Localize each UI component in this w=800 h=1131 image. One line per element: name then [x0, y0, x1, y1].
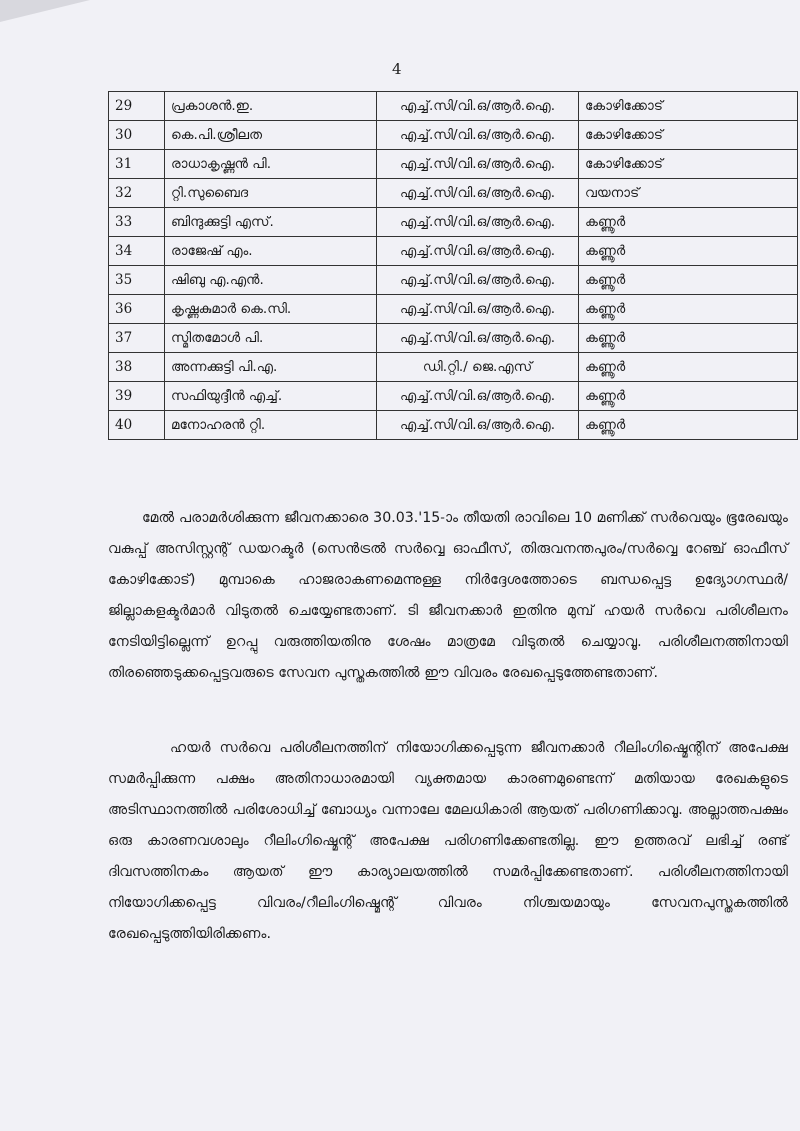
- employee-name-cell: റ്റി.സുബൈദ: [165, 179, 377, 208]
- designation-cell: എച്ച്.സി/വി.ഒ/ആർ.ഐ.: [377, 382, 579, 411]
- table-row: [109, 382, 798, 411]
- table-row: [109, 150, 798, 179]
- table-row: [109, 266, 798, 295]
- folded-corner: [0, 0, 90, 22]
- district-cell: കോഴിക്കോട്: [579, 92, 798, 121]
- serial-number-cell: 35: [109, 266, 165, 295]
- table-row: [109, 411, 798, 440]
- designation-cell: എച്ച്.സി/വി.ഒ/ആർ.ഐ.: [377, 324, 579, 353]
- designation-cell: എച്ച്.സി/വി.ഒ/ആർ.ഐ.: [377, 121, 579, 150]
- serial-number-cell: 40: [109, 411, 165, 440]
- district-cell: കണ്ണൂർ: [579, 208, 798, 237]
- table-row: [109, 121, 798, 150]
- designation-cell: എച്ച്.സി/വി.ഒ/ആർ.ഐ.: [377, 92, 579, 121]
- district-cell: കോഴിക്കോട്: [579, 150, 798, 179]
- table-row: [109, 179, 798, 208]
- employee-name-cell: രാധാകൃഷ്ണൻ പി.: [165, 150, 377, 179]
- employee-name-cell: പ്രകാശൻ.ഇ.: [165, 92, 377, 121]
- district-cell: കണ്ണൂർ: [579, 324, 798, 353]
- staff-table-body: [109, 92, 798, 440]
- designation-cell: എച്ച്.സി/വി.ഒ/ആർ.ഐ.: [377, 237, 579, 266]
- district-cell: കണ്ണൂർ: [579, 295, 798, 324]
- table-row: [109, 353, 798, 382]
- serial-number-cell: 31: [109, 150, 165, 179]
- staff-table: [108, 91, 798, 440]
- serial-number-cell: 33: [109, 208, 165, 237]
- serial-number-cell: 32: [109, 179, 165, 208]
- employee-name-cell: മനോഹരൻ റ്റി.: [165, 411, 377, 440]
- serial-number-cell: 34: [109, 237, 165, 266]
- district-cell: കോഴിക്കോട്: [579, 121, 798, 150]
- table-row: [109, 237, 798, 266]
- district-cell: കണ്ണൂർ: [579, 411, 798, 440]
- employee-name-cell: സഫിയുദ്ദീൻ എച്ച്.: [165, 382, 377, 411]
- page-number: 4: [392, 60, 402, 78]
- designation-cell: എച്ച്.സി/വി.ഒ/ആർ.ഐ.: [377, 208, 579, 237]
- designation-cell: എച്ച്.സി/വി.ഒ/ആർ.ഐ.: [377, 266, 579, 295]
- district-cell: കണ്ണൂർ: [579, 266, 798, 295]
- serial-number-cell: 37: [109, 324, 165, 353]
- designation-cell: എച്ച്.സി/വി.ഒ/ആർ.ഐ.: [377, 411, 579, 440]
- designation-cell: എച്ച്.സി/വി.ഒ/ആർ.ഐ.: [377, 179, 579, 208]
- employee-name-cell: ബിന്ദുക്കുട്ടി എസ്.: [165, 208, 377, 237]
- employee-name-cell: ഷിബു എ.എൻ.: [165, 266, 377, 295]
- district-cell: കണ്ണൂർ: [579, 382, 798, 411]
- district-cell: വയനാട്: [579, 179, 798, 208]
- employee-name-cell: സ്മിതമോൾ പി.: [165, 324, 377, 353]
- serial-number-cell: 36: [109, 295, 165, 324]
- employee-name-cell: കൃഷ്ണകുമാർ കെ.സി.: [165, 295, 377, 324]
- designation-cell: എച്ച്.സി/വി.ഒ/ആർ.ഐ.: [377, 150, 579, 179]
- serial-number-cell: 30: [109, 121, 165, 150]
- designation-cell: ഡി.റ്റി./ ജെ.എസ്: [377, 353, 579, 382]
- serial-number-cell: 38: [109, 353, 165, 382]
- designation-cell: എച്ച്.സി/വി.ഒ/ആർ.ഐ.: [377, 295, 579, 324]
- serial-number-cell: 39: [109, 382, 165, 411]
- paragraph-relieving-instructions: മേൽ പരാമർശിക്കുന്ന ജീവനക്കാരെ 30.03.'15-ാം തീയതി രാവിലെ 10 മണിക്ക് സർവെയും ഭൂരേഖയും വകുപ്പ് അസിസ്റ്റന്റ് ഡയറക്ടർ (സെൻട്രൽ സർവ്വെ ഓഫീസ്, തിരുവനന്തപുരം/സർവ്വെ റേഞ്ച് ഓഫീസ് കോഴിക്കോട്) മുമ്പാകെ ഹാജരാകണമെന്നുള്ള നിർദ്ദേശത്തോടെ ബന്ധപ്പെട്ട ഉദ്യോഗസ്ഥർ/ജില്ലാകളക്ടർമാർ വിടുതൽ ചെയ്യേണ്ടതാണ്. ടി ജീവനക്കാർ ഇതിനു മുമ്പ് ഹയർ സർവെ പരിശീലനം നേടിയിട്ടില്ലെന്ന് ഉറപ്പു വരുത്തിയതിനു ശേഷം മാത്രമേ വിടുതൽ ചെയ്യാവൂ. പരിശീലനത്തിനായി തിരഞ്ഞെടുക്കപ്പെട്ടവരുടെ സേവന പുസ്തകത്തിൽ ഈ വിവരം രേഖപ്പെടുത്തേണ്ടതാണ്.: [108, 510, 788, 681]
- employee-name-cell: രാജേഷ് എം.: [165, 237, 377, 266]
- district-cell: കണ്ണൂർ: [579, 237, 798, 266]
- table-row: [109, 295, 798, 324]
- employee-name-cell: കെ.പി.ശ്രീലത: [165, 121, 377, 150]
- employee-name-cell: അന്നക്കുട്ടി പി.എ.: [165, 353, 377, 382]
- district-cell: കണ്ണൂർ: [579, 353, 798, 382]
- paragraph-relinquishment-rules: ഹയർ സർവെ പരിശീലനത്തിന് നിയോഗിക്കപ്പെടുന്ന ജീവനക്കാർ റീലിംഗിഷ്മെന്റിന് അപേക്ഷ സമർപ്പിക്കുന്ന പക്ഷം അതിനാധാരമായി വ്യക്തമായ കാരണമുണ്ടെന്ന് മതിയായ രേഖകളുടെ അടിസ്ഥാനത്തിൽ പരിശോധിച്ച് ബോധ്യം വന്നാലേ മേലധികാരി ആയത് പരിഗണിക്കാവൂ. അല്ലാത്തപക്ഷം ഒരു കാരണവശാലും റീലിംഗിഷ്മെന്റ് അപേക്ഷ പരിഗണിക്കേണ്ടതില്ല. ഈ ഉത്തരവ് ലഭിച്ച് രണ്ട് ദിവസത്തിനകം ആയത് ഈ കാര്യാലയത്തിൽ സമർപ്പിക്കേണ്ടതാണ്. പരിശീലനത്തിനായി നിയോഗിക്കപ്പെട്ട വിവരം/റീലിംഗിഷ്മെന്റ് വിവരം നിശ്ചയമായും സേവനപുസ്തകത്തിൽ രേഖപ്പെടുത്തിയിരിക്കണം.: [108, 740, 788, 942]
- table-row: [109, 324, 798, 353]
- table-row: [109, 92, 798, 121]
- table-row: [109, 208, 798, 237]
- serial-number-cell: 29: [109, 92, 165, 121]
